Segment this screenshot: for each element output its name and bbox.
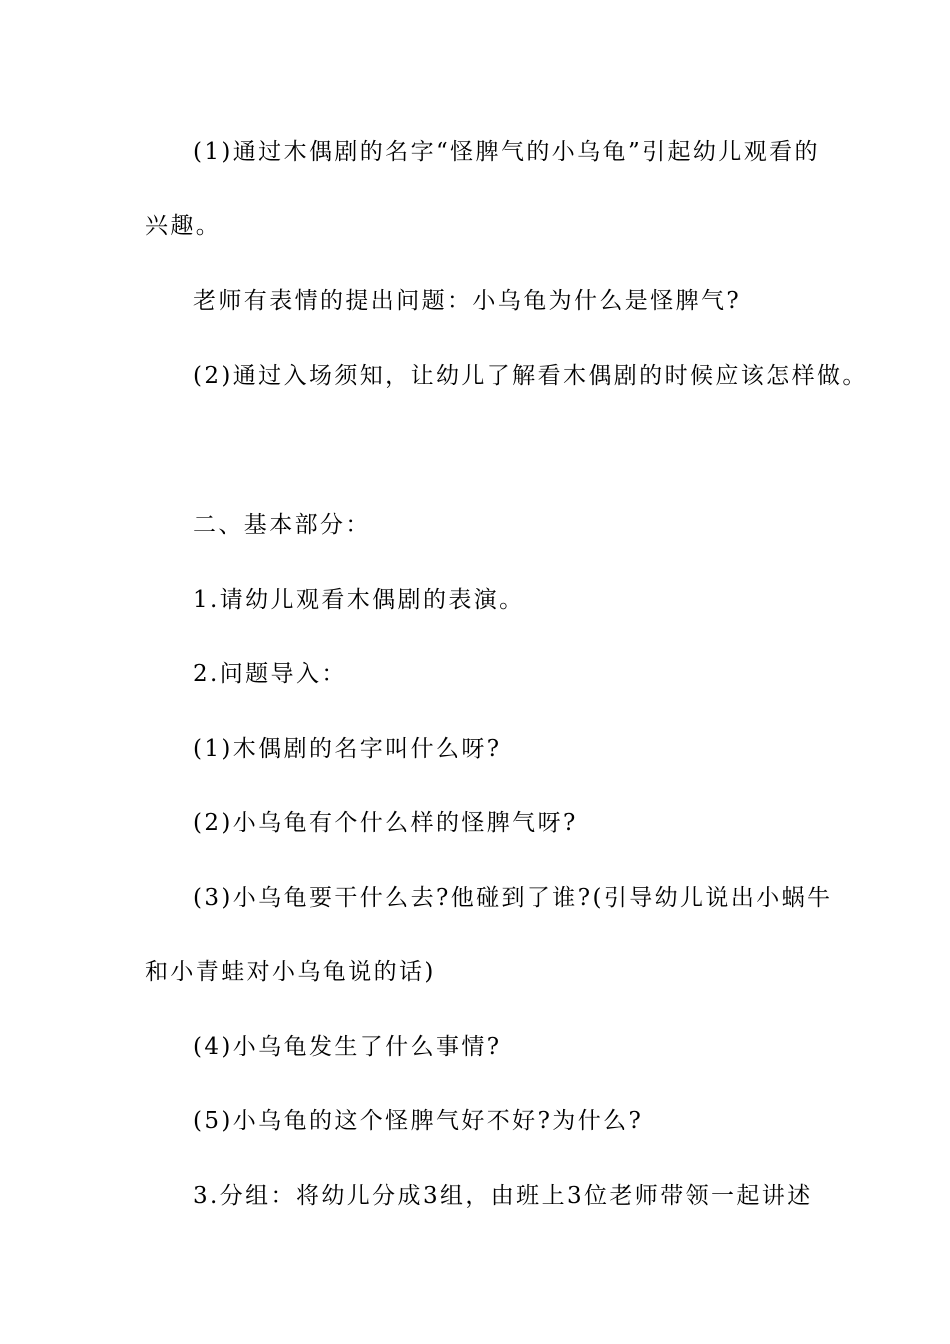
paragraph-line: 2.问题导入： (193, 661, 347, 687)
paragraph-line: (2)小乌龟有个什么样的怪脾气呀? (193, 810, 578, 836)
paragraph-line: 兴趣。 (145, 213, 222, 239)
paragraph-line: 和小青蛙对小乌龟说的话) (145, 959, 436, 985)
paragraph-line: (2)通过入场须知，让幼儿了解看木偶剧的时候应该怎样做。 (193, 363, 868, 389)
paragraph-line: 老师有表情的提出问题：小乌龟为什么是怪脾气? (193, 288, 742, 314)
paragraph-line: (1)通过木偶剧的名字“怪脾气的小乌龟”引起幼儿观看的 (193, 139, 820, 165)
paragraph-line: (5)小乌龟的这个怪脾气好不好?为什么? (193, 1108, 644, 1134)
paragraph-line: (1)木偶剧的名字叫什么呀? (193, 736, 502, 762)
paragraph-line: (4)小乌龟发生了什么事情? (193, 1034, 502, 1060)
paragraph-line: (3)小乌龟要干什么去?他碰到了谁?(引导幼儿说出小蜗牛 (193, 885, 833, 911)
paragraph-line: 3.分组：将幼儿分成3组，由班上3位老师带领一起讲述 (193, 1183, 813, 1209)
paragraph-line: 1.请幼儿观看木偶剧的表演。 (193, 587, 525, 613)
section-heading: 二、基本部分： (193, 512, 371, 538)
